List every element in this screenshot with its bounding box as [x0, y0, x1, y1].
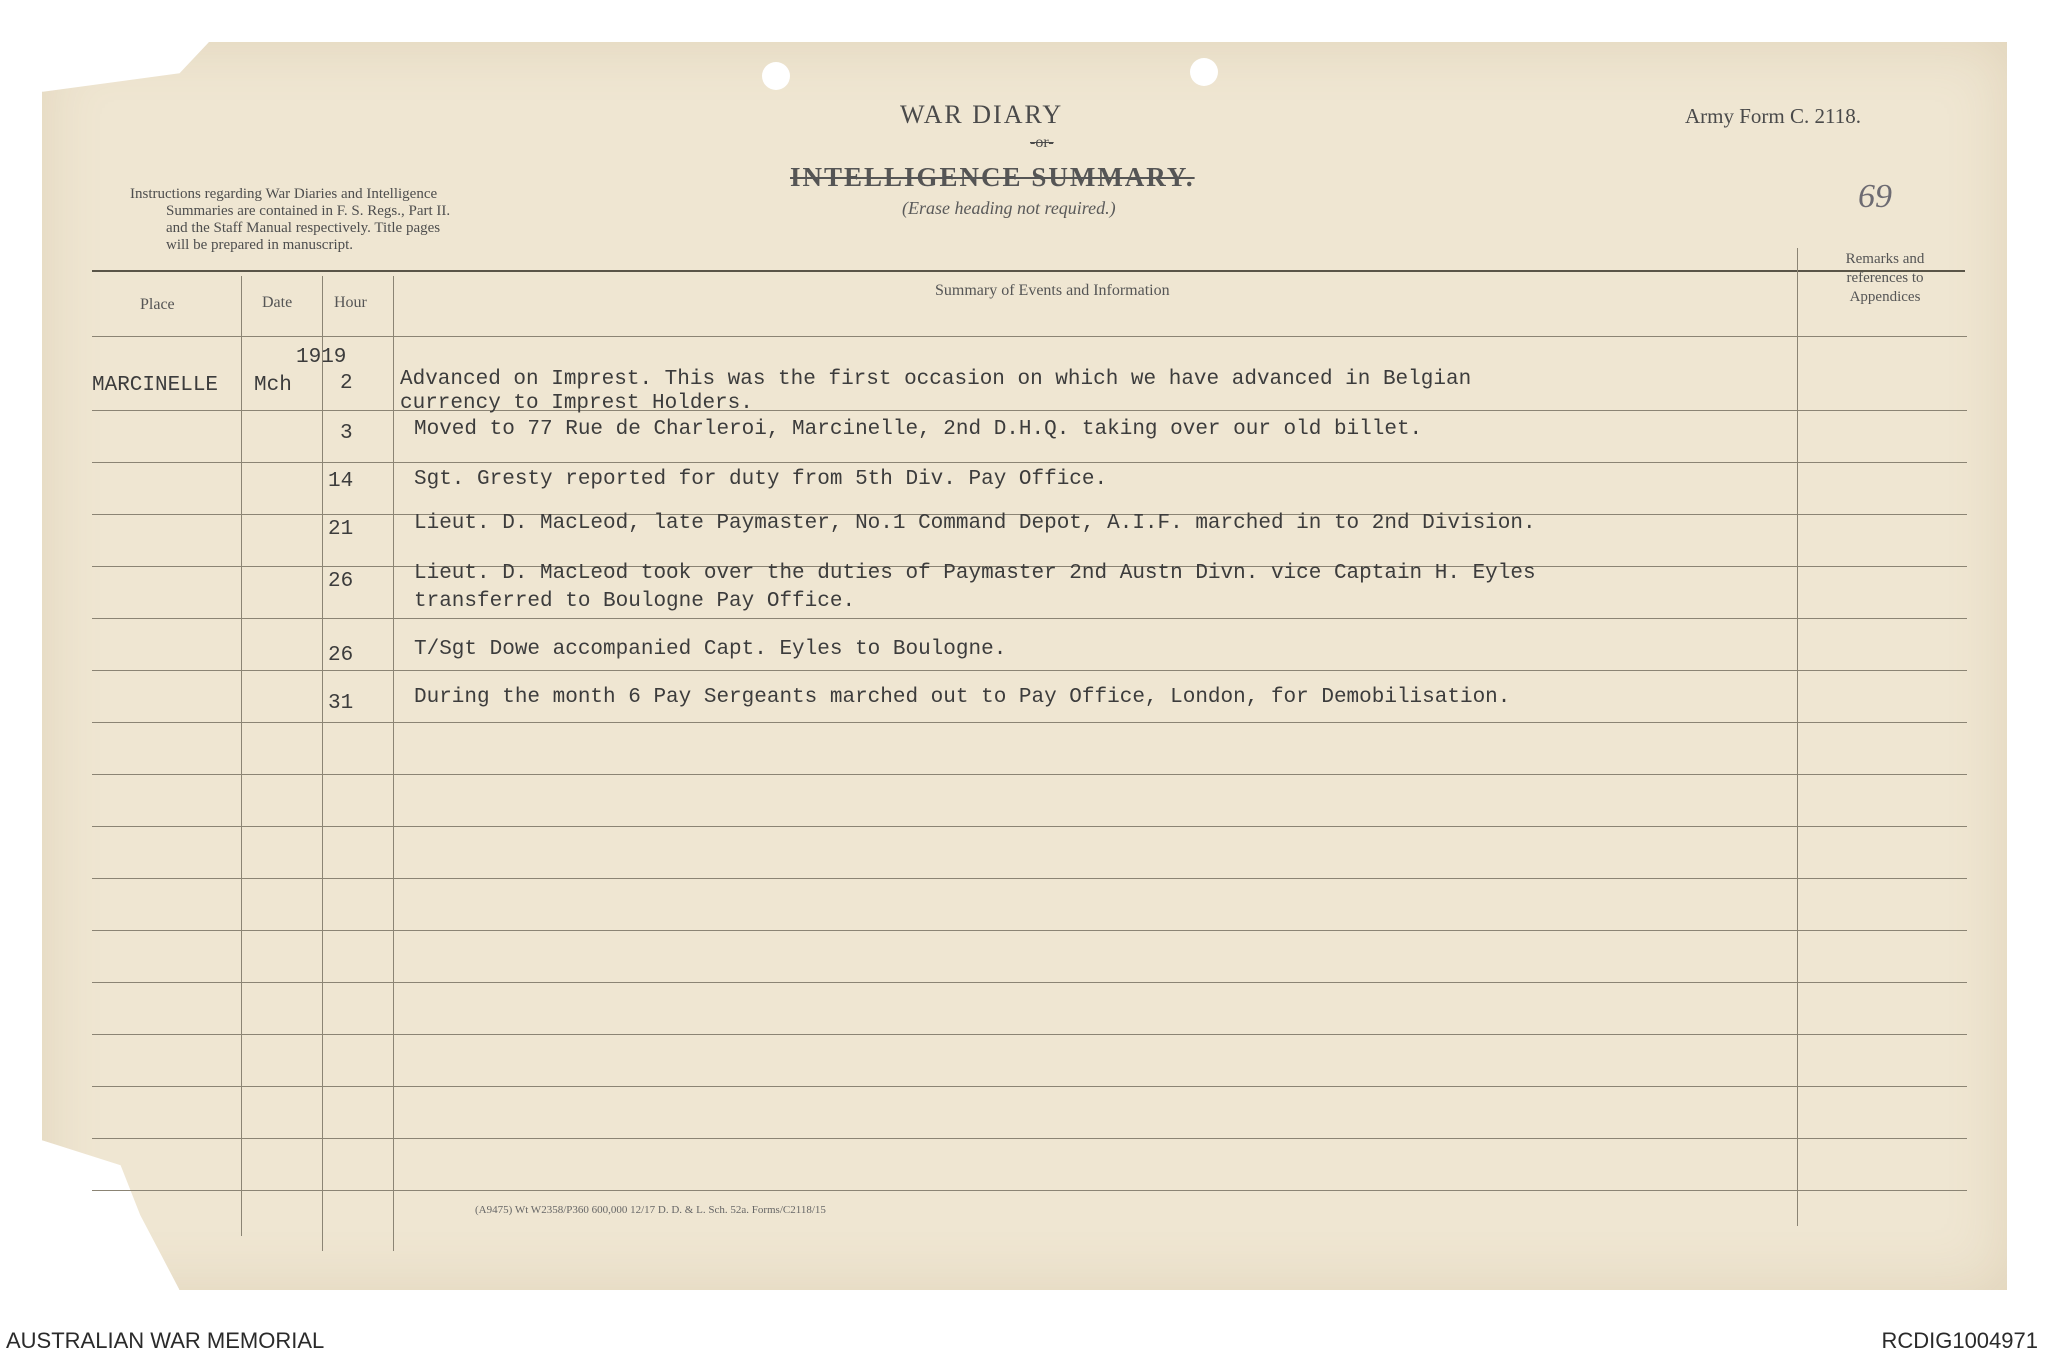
entry-day: 2: [340, 372, 353, 395]
archive-id: RCDIG1004971: [1881, 1328, 2038, 1353]
instructions-line: Summaries are contained in F. S. Regs., Part II.: [166, 203, 451, 219]
col-hour: Hour: [334, 294, 367, 311]
entry-day: 21: [328, 518, 354, 541]
row-rule: [92, 930, 1967, 931]
entry-day: 26: [328, 570, 354, 593]
instructions-line: Instructions regarding War Diaries and Intelligence: [130, 186, 438, 202]
entry-text: transferred to Boulogne Pay Office.: [414, 590, 856, 613]
col-place: Place: [140, 296, 175, 313]
remarks-line: references to: [1846, 270, 1924, 286]
entry-text: Lieut. D. MacLeod took over the duties of Paymaster 2nd Austn Divn. vice Captain H. Eyles: [414, 562, 1536, 585]
row-rule: [92, 1034, 1967, 1035]
col-summary: Summary of Events and Information: [935, 282, 1170, 299]
entry-day: 26: [328, 644, 354, 667]
entry-day: 14: [328, 470, 354, 493]
col-remarks: [1800, 250, 1970, 307]
row-rule: [92, 618, 1967, 619]
row-rule: [92, 982, 1967, 983]
entry-day: 31: [328, 692, 354, 715]
entry-text: Sgt. Gresty reported for duty from 5th Div. Pay Office.: [414, 468, 1108, 491]
entry-day: 3: [340, 422, 353, 445]
row-rule: [92, 410, 1967, 411]
entry-text: T/Sgt Dowe accompanied Capt. Eyles to Boulogne.: [414, 638, 1007, 661]
row-rule: [92, 722, 1967, 723]
army-form-number: Army Form C. 2118.: [1685, 104, 1861, 128]
punch-hole-left: [762, 62, 790, 90]
entry-text: Lieut. D. MacLeod, late Paymaster, No.1 Command Depot, A.I.F. marched in to 2nd Division.: [414, 512, 1536, 535]
col-date: Date: [262, 294, 293, 311]
row-rule: [92, 878, 1967, 879]
or-text: -or-: [1030, 134, 1054, 151]
instructions-line: will be prepared in manuscript.: [166, 237, 354, 253]
row-rule: [92, 1086, 1967, 1087]
row-rule: [92, 462, 1967, 463]
divider-summary: [393, 276, 394, 1251]
divider-hour: [322, 276, 323, 1251]
row-rule: [92, 826, 1967, 827]
page-number: 69: [1858, 178, 1892, 215]
row-rule: [92, 670, 1967, 671]
row-rule: [92, 1138, 1967, 1139]
intelligence-summary-heading: INTELLIGENCE SUMMARY.: [790, 162, 1195, 192]
header-rule: [92, 270, 1965, 272]
entry-text: currency to Imprest Holders.: [400, 392, 753, 415]
archive-caption: AUSTRALIAN WAR MEMORIAL: [6, 1328, 325, 1353]
entry-text: During the month 6 Pay Sergeants marched out to Pay Office, London, for Demobilisation.: [414, 686, 1511, 709]
entry-text: Advanced on Imprest. This was the first occasion on which we have advanced in Belgian: [400, 368, 1472, 391]
year: 1919: [296, 346, 347, 369]
row-rule: [92, 774, 1967, 775]
column-header-rule: [92, 336, 1967, 337]
remarks-line: Remarks and: [1845, 251, 1925, 267]
diary-title: WAR DIARY: [900, 100, 1064, 129]
remarks-line: Appendices: [1849, 289, 1921, 305]
instructions-line: and the Staff Manual respectively. Title pages: [166, 220, 441, 236]
place-value: MARCINELLE: [92, 374, 219, 397]
instructions-block: [130, 186, 580, 254]
punch-hole-right: [1190, 58, 1218, 86]
divider-date: [241, 276, 242, 1236]
erase-note: (Erase heading not required.): [902, 198, 1116, 218]
month-value: Mch: [254, 374, 292, 397]
entry-text: Moved to 77 Rue de Charleroi, Marcinelle, 2nd D.H.Q. taking over our old billet.: [414, 418, 1423, 441]
row-rule: [92, 1190, 1967, 1191]
printer-imprint: (A9475) Wt W2358/P360 600,000 12/17 D. D. & L. Sch. 52a. Forms/C2118/15: [475, 1204, 826, 1216]
divider-remarks: [1797, 248, 1798, 1226]
